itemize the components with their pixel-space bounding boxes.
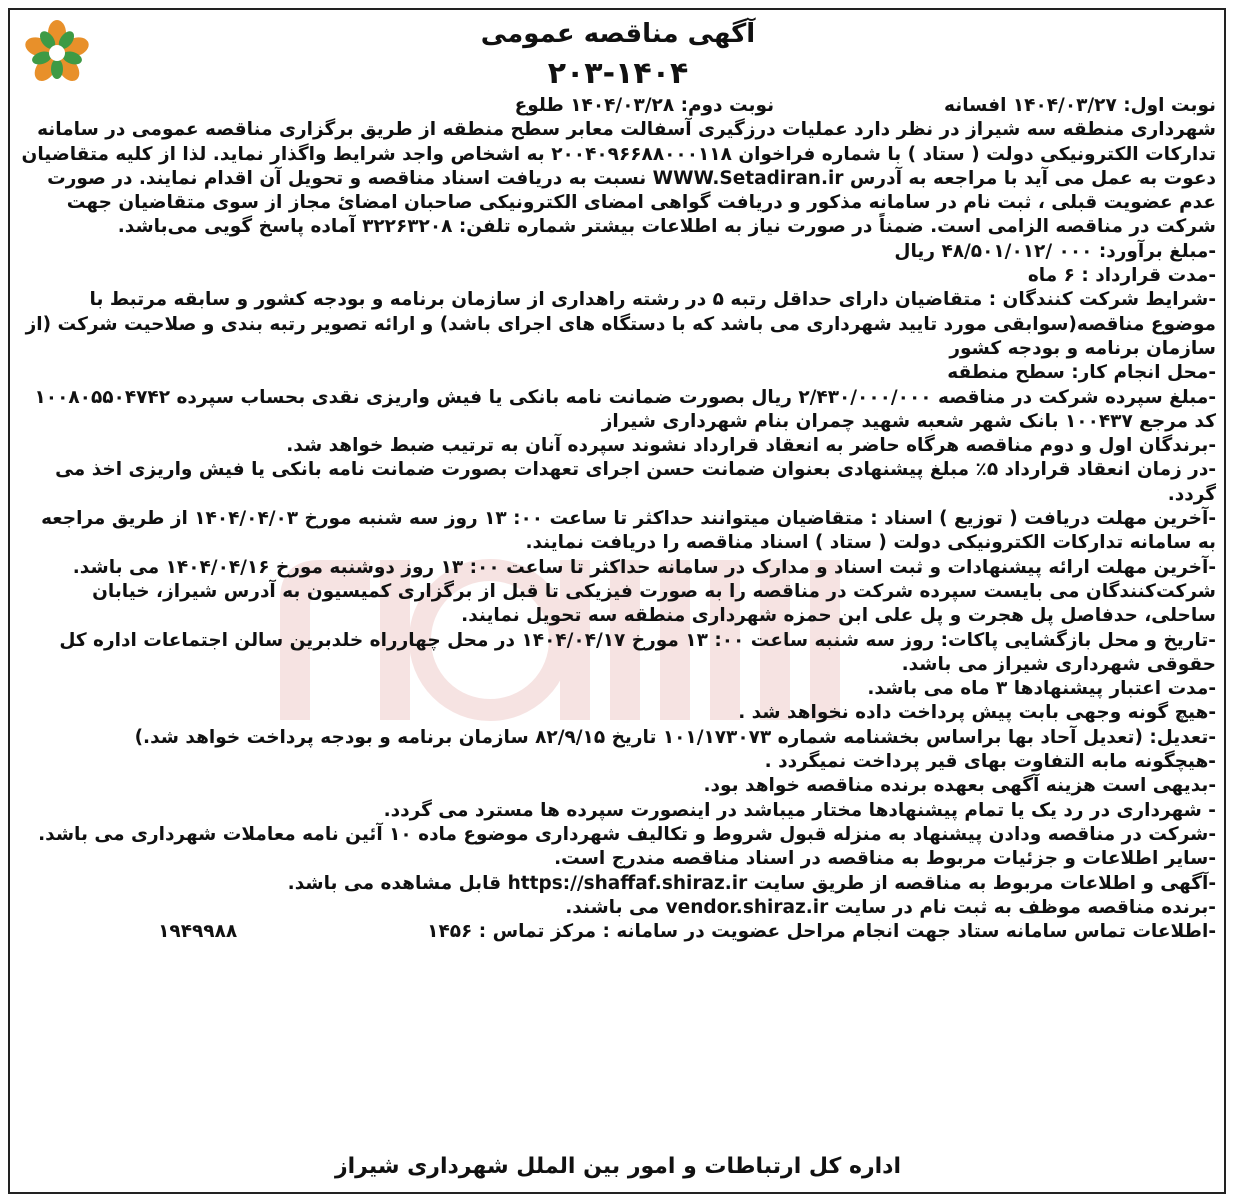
submission-deadline: -آخرین مهلت ارائه پیشنهادات و ثبت اسناد و مدارک در سامانه حداکثر تا ساعت ۰۰: ۱۳ روز دوشنبه مورخ ۱۴۰۴/۰۴/۱۶ می باشد. شرکت‌کنندگان می بایست سپرده شرکت در مناقصه را به صورت فیزیکی تا قبل از برگزاری کمیسیون به آدرس شیراز، خیابان ساحلی، حدفاصل پل هجرت و پل علی ابن حمزه شهرداری منطقه سه تحویل نمایند. xyxy=(72,556,1216,627)
notice-title: آگهی مناقصه عمومی xyxy=(480,19,756,49)
document-deadline: -آخرین مهلت دریافت ( توزیع ) اسناد : متقاضیان میتوانند حداکثر تا ساعت ۰۰: ۱۳ روز سه شنبه مورخ ۱۴۰۴/۰۴/۰۳ از طریق مراجعه به سامانه تدارکات الکترونیکی دولت ( ستاد ) اسناد مناقصه را دریافت نمایند. xyxy=(41,508,1216,554)
performance-guarantee: -در زمان انعقاد قرارداد ۵٪ مبلغ پیشنهادی بعنوان ضمانت حسن اجرای تعهدات بصورت ضمانت نامه بانکی یا فیش واریزی اخذ می گردد. xyxy=(55,459,1216,505)
estimated-amount: -مبلغ برآورد: ۰۰۰ /۴۸/۵۰۱/۰۱۲ ریال xyxy=(894,240,1216,262)
adjustment-clause: -تعدیل: (تعدیل آحاد بها براساس بخشنامه شماره ۱۰۱/۱۷۳۰۷۳ تاریخ ۸۲/۹/۱۵ سازمان برنامه و بودجه پرداخت خواهد شد.) xyxy=(134,726,1216,748)
acceptance-clause: -شرکت در مناقصه ودادن پیشنهاد به منزله قبول شروط و تکالیف شهرداری موضوع ماده ۱۰ آئین نامه معاملات شهرداری می باشد. xyxy=(38,823,1216,845)
winners-clause: -برندگان اول و دوم مناقصه هرگاه حاضر به انعقاد قرارداد نشوند سپرده آنان به ترتیب ضبط خواهد شد. xyxy=(286,435,1216,457)
tender-number: ۲۰۳-۱۴۰۴ xyxy=(547,56,689,91)
contact-number-1: ۱۹۴۹۹۸۸ xyxy=(158,921,238,943)
contact-line xyxy=(20,920,1216,944)
publication-schedule xyxy=(20,94,1216,118)
header xyxy=(0,18,1236,94)
footer-department: اداره کل ارتباطات و امور بین الملل شهرداری شیراز xyxy=(334,1154,902,1179)
rejection-clause: - شهرداری در رد یک یا تمام پیشنهادها مختار میباشد در اینصورت سپرده ها مسترد می گردد. xyxy=(383,799,1216,821)
validity-period: -مدت اعتبار پیشنهادها ۳ ماه می باشد. xyxy=(867,678,1216,700)
contract-duration: -مدت قرارداد : ۶ ماه xyxy=(1027,265,1216,287)
ad-cost-clause: -بدیهی است هزینه آگهی بعهده برنده مناقصه خواهد بود. xyxy=(703,775,1216,797)
other-info: -سایر اطلاعات و جزئیات مربوط به مناقصه در اسناد مناقصه مندرج است. xyxy=(554,848,1216,870)
work-location: -محل انجام کار: سطح منطقه xyxy=(947,362,1216,384)
bitumen-clause: -هیچگونه مابه التفاوت بهای قیر پرداخت نمیگردد . xyxy=(764,751,1216,773)
opening-date: -تاریخ و محل بازگشایی پاکات: روز سه شنبه ساعت ۰۰: ۱۳ مورخ ۱۴۰۴/۰۴/۱۷ در محل چهارراه خلدبرین سالن اجتماعات اداره کل حقوقی شهرداری شیراز می باشد. xyxy=(59,629,1216,675)
no-prepayment: -هیچ گونه وجهی بابت پیش پرداخت داده نخواهد شد . xyxy=(738,702,1216,724)
contact-text: -اطلاعات تماس سامانه ستاد جهت انجام مراحل عضویت در سامانه : مرکز تماس : ۱۴۵۶ xyxy=(427,921,1216,943)
first-publication: نوبت اول: ۱۴۰۴/۰۳/۲۷ افسانه xyxy=(944,95,1216,116)
vendor-registration: -برنده مناقصه موظف به ثبت نام در سایت vendor.shiraz.ir می باشند. xyxy=(565,896,1216,918)
second-publication: نوبت دوم: ۱۴۰۴/۰۳/۲۸ طلوع xyxy=(514,95,775,116)
shaffaf-site: -آگهی و اطلاعات مربوط به مناقصه از طریق سایت https://shaffaf.shiraz.ir قابل مشاهده می باشد. xyxy=(287,872,1216,894)
notice-body xyxy=(20,94,1216,944)
intro-paragraph: شهرداری منطقه سه شیراز در نظر دارد عملیات درزگیری آسفالت معابر سطح منطقه از طریق برگزاری مناقصه عمومی در سامانه تدارکات الکترونیکی دولت ( ستاد ) با شماره فراخوان ۲۰۰۴۰۹۶۶۸۸۰۰۰۱۱۸ به اشخاص واجد شرایط واگذار نماید. لذا از کلیه متقاضیان دعوت به عمل می آید با مراجعه به آدرس WWW.Setadiran.ir نسبت به دریافت اسناد مناقصه و تحویل آن اقدام نمایند. در صورت عدم عضویت قبلی ، ثبت نام در سامانه مذکور و دریافت گواهی امضای الکترونیکی صاحبان امضائ مجاز از سوی متقاضیان جهت شرکت در مناقصه الزامی است. ضمناً در صورت نیاز به اطلاعات بیشتر شماره تلفن: ۳۲۲۶۳۲۰۸ آماده پاسخ گویی می‌باشد. xyxy=(21,119,1216,238)
deposit-amount: -مبلغ سپرده شرکت در مناقصه ۲/۴۳۰/۰۰۰/۰۰۰ ریال بصورت ضمانت نامه بانکی یا فیش واریزی نقدی بحساب سپرده ۱۰۰۸۰۵۵۰۴۷۴۲ کد مرجع ۱۰۰۴۳۷ بانک شهر شعبه شهید چمران بنام شهرداری شیراز xyxy=(34,386,1216,432)
participant-conditions: -شرایط شرکت کنندگان : متقاضیان دارای حداقل رتبه ۵ در رشته راهداری از سازمان برنامه و بودجه کشور و سابقه مرتبط با موضوع مناقصه(سوابقی مورد تایید شهرداری می باشد که با دستگاه های اجرای باشد) و ارائه تصویر رتبه بندی و صلاحیت شرکت (از سازمان برنامه و بودجه کشور xyxy=(25,289,1216,359)
